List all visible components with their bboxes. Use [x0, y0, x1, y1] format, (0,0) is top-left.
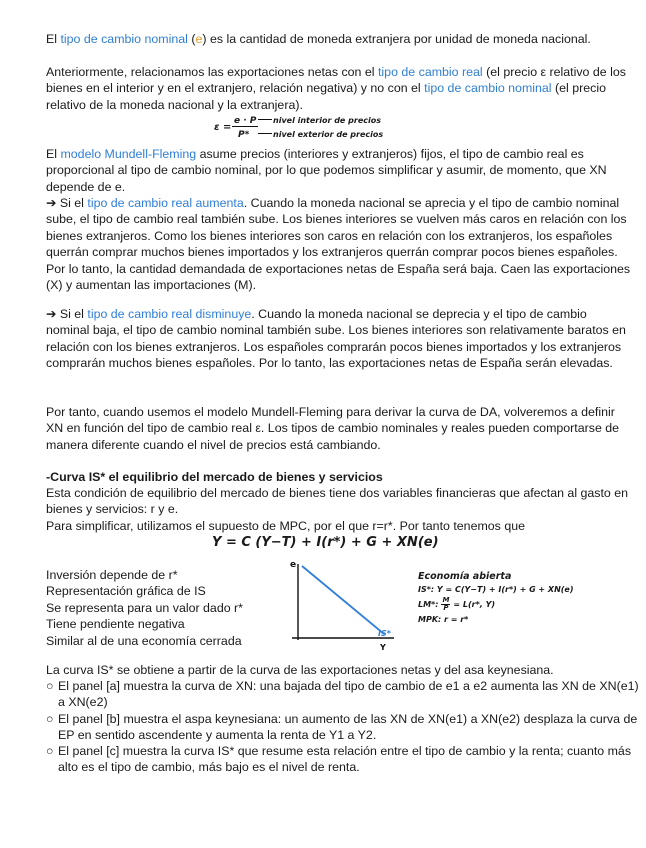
paragraph-mpc: Para simplificar, utilizamos el supuesto de MPC, por el que r=r*. Por tanto tenemos que — [46, 519, 525, 533]
notes-title: Economía abierta — [418, 571, 512, 582]
is-curve-line — [302, 566, 384, 634]
y-axis-label: e — [290, 560, 297, 570]
real-exchange-rate-formula — [214, 113, 414, 143]
list-item: Representación gráfica de IS — [46, 584, 206, 599]
term-real-rate-increase: tipo de cambio real aumenta — [87, 196, 244, 210]
x-axis-label: Y — [380, 643, 386, 652]
is-curve-graph — [286, 558, 406, 654]
notes-is-equation: IS*: Y = C(Y−T) + I(r*) + G + XN(e) — [418, 585, 574, 594]
section-heading: -Curva IS* el equilibrio del mercado de bienes y servicios — [46, 470, 383, 484]
list-item: ○ El panel [a] muestra la curva de XN: una bajada del tipo de cambio de e1 a e2 aumenta las XN de XN(e1) a XN(e2) — [46, 679, 639, 710]
formula-lhs: ε = — [214, 122, 232, 133]
paragraph-nominal-exchange-rate: El tipo de cambio nominal (e) es la cantidad de moneda extranjera por unidad de moneda nacional. — [46, 32, 591, 46]
bullet-icon: ○ — [46, 712, 54, 726]
list-item: Similar al de una economía cerrada — [46, 633, 242, 648]
paragraph-equilibrium: Esta condición de equilibrio del mercado de bienes tiene dos variables financieras que afectan al gasto en bienes y servicios: r y e. — [46, 486, 629, 517]
term-nominal-exchange-rate: tipo de cambio nominal — [60, 32, 188, 46]
term-real-exchange-rate: tipo de cambio real — [377, 65, 483, 79]
notes-lm-equation: LM*: $\frac{M}{P}$ = L(r*, Y) — [418, 596, 496, 612]
curve-label: IS* — [378, 629, 391, 638]
arrow-icon — [258, 119, 272, 120]
denominator-note: nivel exterior de precios — [273, 130, 384, 139]
bullet-icon: ○ — [46, 679, 54, 693]
is-properties-list — [46, 567, 286, 649]
numerator-note: nivel interior de precios — [273, 116, 381, 125]
arrow-icon — [258, 133, 272, 134]
open-economy-notes — [418, 570, 618, 625]
term-mundell-fleming: modelo Mundell-Fleming — [60, 147, 197, 161]
term-real-rate-decrease: tipo de cambio real disminuye — [87, 307, 252, 321]
list-item: Tiene pendiente negativa — [46, 617, 185, 632]
notes-mpk: MPK: r = r* — [418, 615, 469, 624]
list-item: ○ El panel [c] muestra la curva IS* que resume esta relación entre el tipo de cambio y la renta; cuanto más alto es el tipo de cambio, más bajo es el nivel de renta. — [46, 744, 632, 775]
formula-numerator: e · P — [234, 116, 257, 126]
list-item: Se representa para un valor dado r* — [46, 600, 243, 615]
paragraph-real-rate-decrease: ➔ Si el tipo de cambio real disminuye. Cuando la moneda nacional se deprecia y el tipo de cambio nominal baja, el tipo de cambio nominal también sube. Los bienes interiores son relativamente baratos en relación con los bienes extranjeros. Los españoles comprarán pocos bienes importados y los extranjeros comprarán muchos bienes españoles. Por lo tanto, las exportaciones netas de España serán elevadas. — [46, 307, 626, 371]
formula-denominator: P* — [238, 130, 250, 140]
paragraph-real-rate-increase: ➔ Si el tipo de cambio real aumenta. Cuando la moneda nacional se aprecia y el tipo de cambio nominal sube, el tipo de cambio real también sube. Los bienes interiores se vuelven más caros en relación con los bienes extranjeros. Como los bienes interiores son caros en relación con los extranjeros, los españoles querrán comprar muchos bienes importados y los extranjeros querrán comprar pocos bienes españoles. Por lo tanto, la cantidad demandada de exportaciones netas de España será baja. Caen las exportaciones (X) y aumentan las importaciones (M). — [46, 196, 631, 293]
is-equation: Y = C (Y−T) + I(r*) + G + XN(e) — [212, 535, 439, 550]
bullet-icon: ○ — [46, 744, 54, 758]
paragraph-mundell-fleming: El modelo Mundell-Fleming asume precios (interiores y extranjeros) fijos, el tipo de cambio real es proporcional al tipo de cambio nominal, por lo que podemos simplificar y asumir, de momento, que XN depende de e. — [46, 147, 607, 194]
term-nominal-exchange-rate-2: tipo de cambio nominal — [424, 81, 552, 96]
lm-fraction: $\frac{M}{P}$ — [442, 596, 450, 612]
symbol-e: e — [195, 32, 203, 46]
paragraph-net-exports-relation: Anteriormente, relacionamos las exportaciones netas con el tipo de cambio real (el precio ε relativo de los bienes en el interior y en el extranjero, relación negativa) y no con el tipo de cambio nominal (el precio relativo de la moneda nacional y la extranjera). — [46, 65, 626, 112]
paragraph-conclusion: Por tanto, cuando usemos el modelo Mundell-Fleming para derivar la curva de DA, volveremos a definir XN en función del tipo de cambio real ε. Los tipos de cambio nominales y reales pueden comportarse de manera diferente cuando el nivel de precios está cambiando. — [46, 405, 620, 452]
list-item: ○ El panel [b] muestra el aspa keynesiana: un aumento de las XN de XN(e1) a XN(e2) desplaza la curva de EP en sentido ascendente y aumenta la renta de Y1 a Y2. — [46, 712, 638, 743]
list-item: Inversión depende de r* — [46, 568, 178, 582]
paragraph-is-derivation: La curva IS* se obtiene a partir de la curva de las exportaciones netas y del asa keynesiana. — [46, 663, 554, 677]
